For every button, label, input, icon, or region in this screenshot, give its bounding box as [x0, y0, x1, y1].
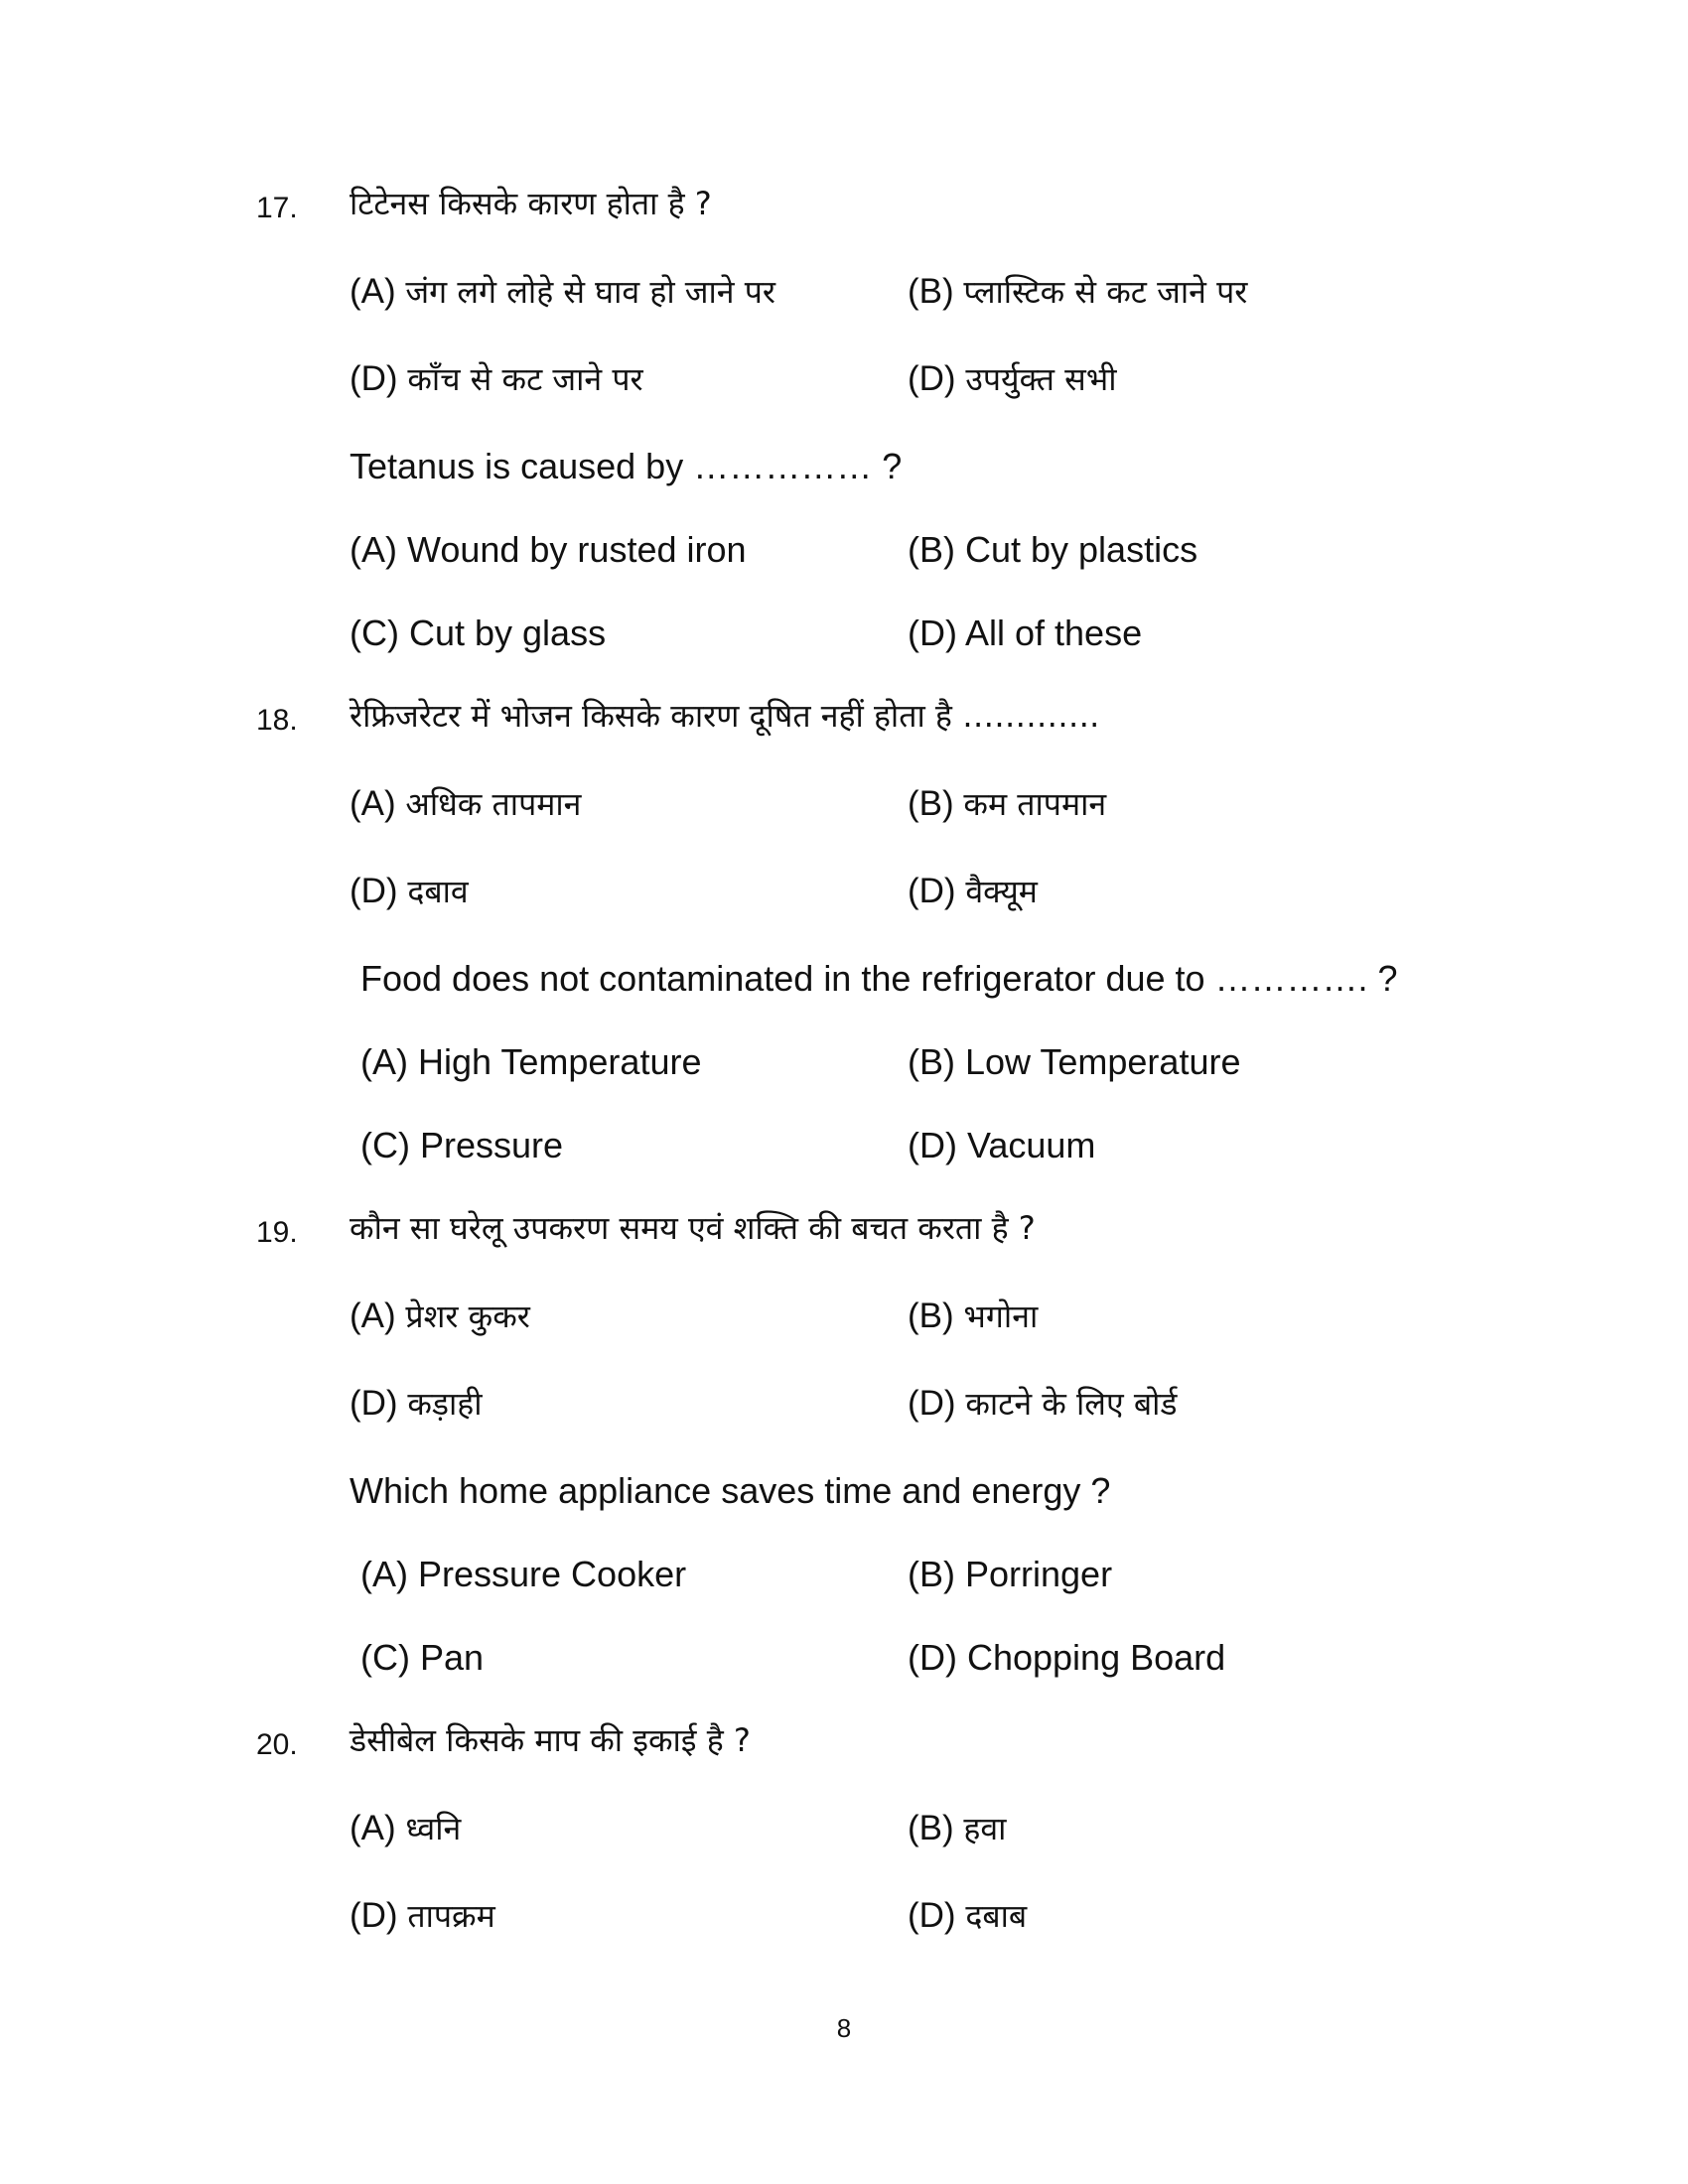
option-english: (D) Vacuum	[908, 1125, 1096, 1165]
option-hindi: (B) हवा	[908, 1809, 1007, 1847]
question-text-english: Which home appliance saves time and energy ?	[350, 1470, 1111, 1511]
option-english: (B) Low Temperature	[908, 1041, 1241, 1082]
option-english: (D) All of these	[908, 613, 1143, 653]
option-english: (A) Wound by rusted iron	[350, 529, 747, 570]
option-hindi: (A) अधिक तापमान	[350, 784, 582, 823]
option-hindi: (A) ध्वनि	[350, 1809, 462, 1847]
option-hindi: (D) काँच से कट जाने पर	[350, 359, 643, 398]
option-hindi: (B) भगोना	[908, 1297, 1039, 1335]
option-hindi: (D) उपर्युक्त सभी	[908, 359, 1117, 398]
option-hindi: (D) तापक्रम	[350, 1896, 495, 1935]
option-hindi: (D) काटने के लिए बोर्ड	[908, 1384, 1178, 1423]
question-number: 19.	[256, 1216, 298, 1249]
option-hindi: (A) जंग लगे लोहे से घाव हो जाने पर	[350, 272, 776, 311]
option-english: (A) High Temperature	[360, 1041, 702, 1082]
question-text-hindi: टिटेनस किसके कारण होता है ?	[350, 185, 712, 222]
question-text-hindi: डेसीबेल किसके माप की इकाई है ?	[350, 1721, 751, 1759]
option-hindi: (A) प्रेशर कुकर	[350, 1297, 530, 1335]
option-hindi: (B) प्लास्टिक से कट जाने पर	[908, 272, 1248, 311]
page-number: 8	[836, 2013, 852, 2043]
option-hindi: (B) कम तापमान	[908, 784, 1107, 823]
question-text-english: Tetanus is caused by …………… ?	[350, 446, 903, 486]
option-english: (C) Pan	[360, 1637, 485, 1678]
option-hindi: (D) वैक्यूम	[908, 872, 1038, 910]
option-english: (B) Cut by plastics	[908, 529, 1198, 570]
option-hindi: (D) दबाब	[908, 1896, 1028, 1935]
option-hindi: (D) दबाव	[350, 872, 469, 910]
option-english: (D) Chopping Board	[908, 1637, 1226, 1678]
question-text-hindi: रेफ्रिजरेटर में भोजन किसके कारण दूषित नहीं होता है ………….	[350, 697, 1100, 735]
option-hindi: (D) कड़ाही	[350, 1384, 483, 1423]
question-number: 18.	[256, 704, 298, 737]
option-english: (C) Pressure	[360, 1125, 564, 1165]
option-english: (C) Cut by glass	[350, 613, 607, 653]
question-number: 17.	[256, 192, 298, 224]
option-english: (A) Pressure Cooker	[360, 1554, 687, 1594]
question-number: 20.	[256, 1728, 298, 1761]
question-text-hindi: कौन सा घरेलू उपकरण समय एवं शक्ति की बचत करता है ?	[350, 1209, 1036, 1247]
option-english: (B) Porringer	[908, 1554, 1113, 1594]
question-text-english: Food does not contaminated in the refrigerator due to …………. ?	[360, 958, 1398, 999]
